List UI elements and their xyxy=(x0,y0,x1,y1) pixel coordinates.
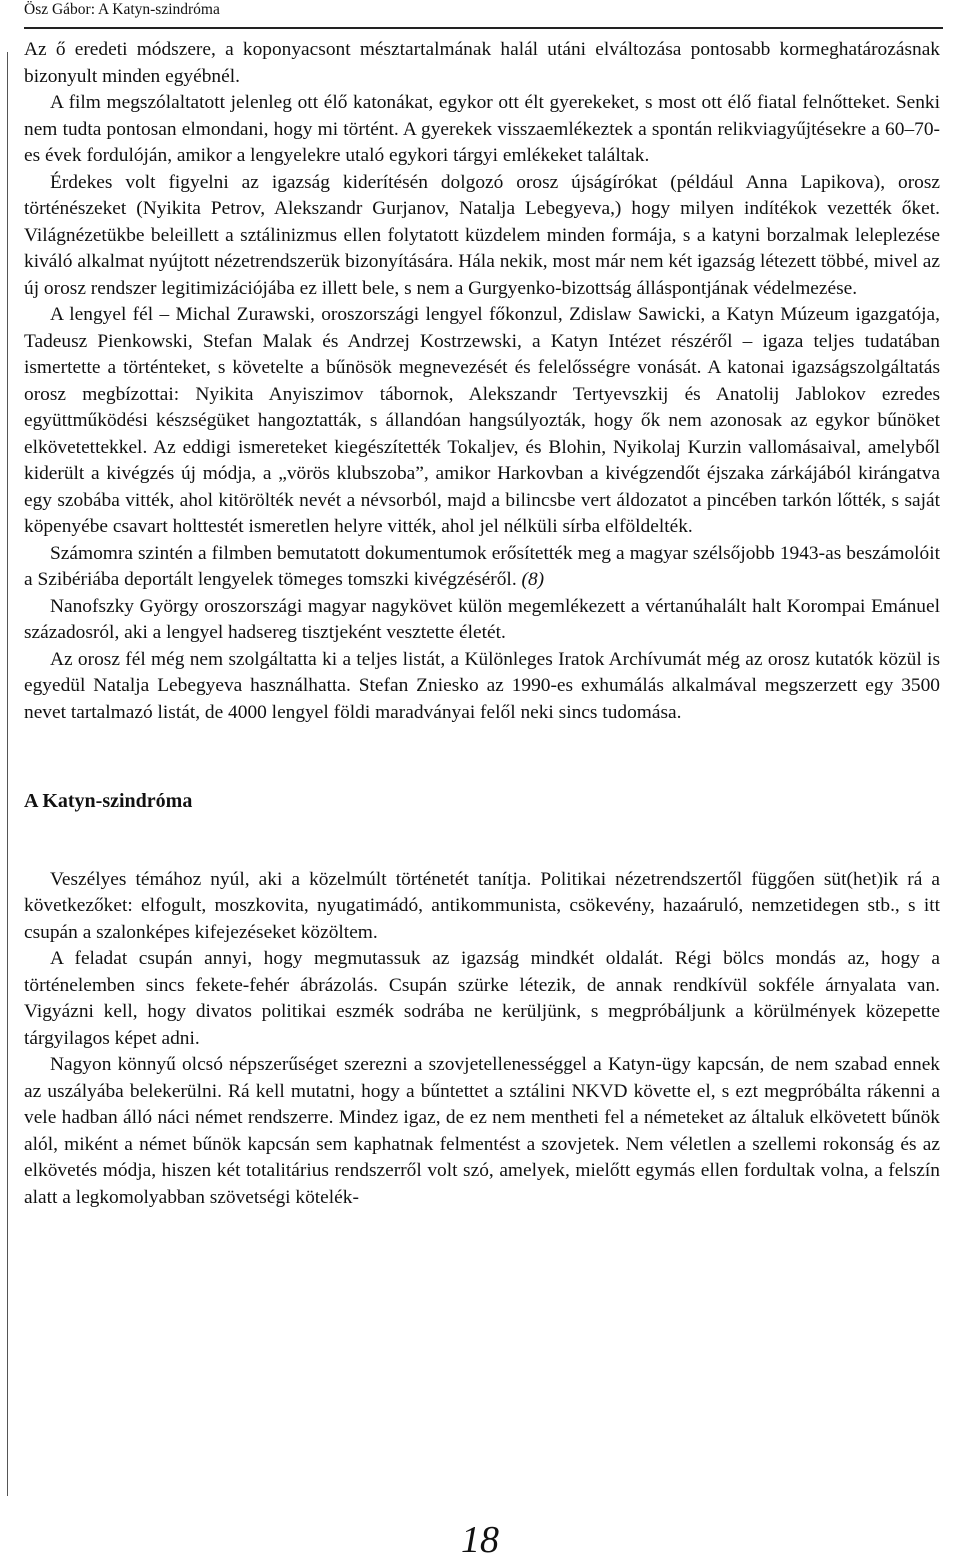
paragraph: A lengyel fél – Michal Zurawski, oroszországi lengyel főkonzul, Zdislaw Sawicki, a Katyn Múzeum igazgatója, Tadeusz Pienkowski, Stefan Malak és Andrzej Kostrzewski, a Katyn Intézet részéről – igaza teljes tudatában ismertette a történteket, s követelte a bűnösök megnevezését és felelősségre vonását. A katonai igazságszolgáltatás orosz megbízottai: Nyikita Anyiszimov tábornok, Alekszandr Tertyevszkij és Anatolij Jablokov ezredes együttműködési készségüket hangoztatták, s állandóan hangsúlyozták, hogy ők nem azonosak az egykor bűnöket elkövetettekkel. Az eddigi ismereteket kiegészítették Tokaljev, és Blohin, Nyikolaj Kurzin vallomásaival, amelyből kiderült a kivégzés új módja, a „vörös klubszoba”, amikor Harkovban a kivégzendőt éjszaka zárkájából kirángatva egy szobába vitték, ahol kitörölték nevét a névsorból, majd a bilincsbe vert áldozatot a pincében tarkón lőtték, s saját köpenyébe csavart holttestét ismeretlen helyre vitték, ahol jel nélküli sírba elföldelték. xyxy=(24,304,940,537)
paragraph: A feladat csupán annyi, hogy megmutassuk az igazság mindkét oldalát. Régi bölcs mondás az, hogy a történelemben sincs fekete-fehér ábrázolás. Csupán szürke létezik, de annak rendkívül sokféle árnyalata van. Vigyázni kell, hogy divatos politikai eszmék sodrába ne kerüljünk, s megpróbáljunk a körülmények közepette tárgyilagos képet adni. xyxy=(24,948,940,1049)
section-heading: A Katyn-szindróma xyxy=(24,790,193,812)
paragraph: A film megszólaltatott jelenleg ott élő katonákat, egykor ott élt gyerekeket, s most ott élő fiatal felnőtteket. Senki nem tudta pontosan elmondani, hogy mi történt. A gyerekek visszaemlékeztek a spontán relikviagyűjtésekre a 60–70-es évek fordulóján, amikor a lengyelekre utaló egykori tárgyi emlékeket találtak. xyxy=(24,92,940,166)
margin-rule xyxy=(7,52,8,1496)
paragraph: Nagyon könnyű olcsó népszerűséget szerezni a szovjetellenességgel a Katyn-ügy kapcsán, de nem szabad ennek az uszályába belekerülni. Rá kell mutatni, hogy a bűntettet a sztálini NKVD követte el, s ezt megpróbálta rákenni a vele hadban álló náci német rendszerre. Mindez igaz, de ez nem mentheti fel a németeket az általuk elkövetett bűnök alól, miként a német bűnök kapcsán sem kaphatnak felmentést a szovjetek. Nem véletlen a szellemi rokonság és az elkövetés módja, hiszen két totalitárius rendszerről volt szó, amelyek, mielőtt egymás ellen fordultak volna, a felszín alatt a legkomolyabban szövetségi kötelék- xyxy=(24,1054,940,1208)
paragraph: Érdekes volt figyelni az igazság kiderítésén dolgozó orosz újságírókat (például Anna Lapikova), orosz történészeket (Nyikita Petrov, Alekszandr Gurjanov, Natalja Lebegyeva,) hogy milyen indítékok vezették őket. Világnézetükbe beleillett a sztálinizmus ellen folytatott küzdelem minden formája, s a katyni borzalmak leleplezése kiváló alkalmat nyújtott nézetrendszerük bizonyítására. Hála nekik, most már nem két igazság létezett többé, mivel az új orosz rendszer legitimizációjába ez illett bele, s nem a Gurgyenko-bizottság álláspontjának védelmezése. xyxy=(24,171,940,299)
running-header: Ösz Gábor: A Katyn-szindróma xyxy=(24,1,220,18)
paragraph: Az orosz fél még nem szolgáltatta ki a teljes listát, a Különleges Iratok Archívumát még az orosz kutatók közül is egyedül Natalja Lebegyeva használhatta. Stefan Zniesko az 1990-es exhumálás alkalmával megszerzett egy 3500 nevet tartalmazó listát, de 4000 lengyel földi maradványai felől neki sincs tudomása. xyxy=(24,648,940,723)
paragraph: Nanofszky György oroszországi magyar nagykövet külön megemlékezett a vértanúhalált halt Korompai Emánuel századosról, aki a lengyel hadsereg tisztjeként vesztette életét. xyxy=(24,595,940,643)
paragraph xyxy=(24,541,940,594)
page-number: 18 xyxy=(461,1519,499,1561)
header-rule xyxy=(24,27,943,29)
paragraph-text: Számomra szintén a filmben bemutatott dokumentumok erősítették meg a magyar szélsőjobb 1943-as beszámolóit a Szibériába deportált lengyelek tömeges tomszki kivégzéséről. xyxy=(24,542,940,590)
citation-reference: (8) xyxy=(521,569,545,590)
paragraph: Az ő eredeti módszere, a koponyacsont mésztartalmának halál utáni elváltozása pontosabb kormeghatározásnak bizonyult minden egyébnél. xyxy=(24,39,940,87)
page-body xyxy=(24,37,940,1211)
paragraph: Veszélyes témához nyúl, aki a közelmúlt történetét tanítja. Politikai nézetrendszertől függően süt(het)ik rá a következőket: elfogult, moszkovita, nyugatimádó, antikommunista, csökevény, hazaáruló, nemzetidegen stb., s itt csupán a szalonképes kifejezéseket közöltem. xyxy=(24,868,940,943)
